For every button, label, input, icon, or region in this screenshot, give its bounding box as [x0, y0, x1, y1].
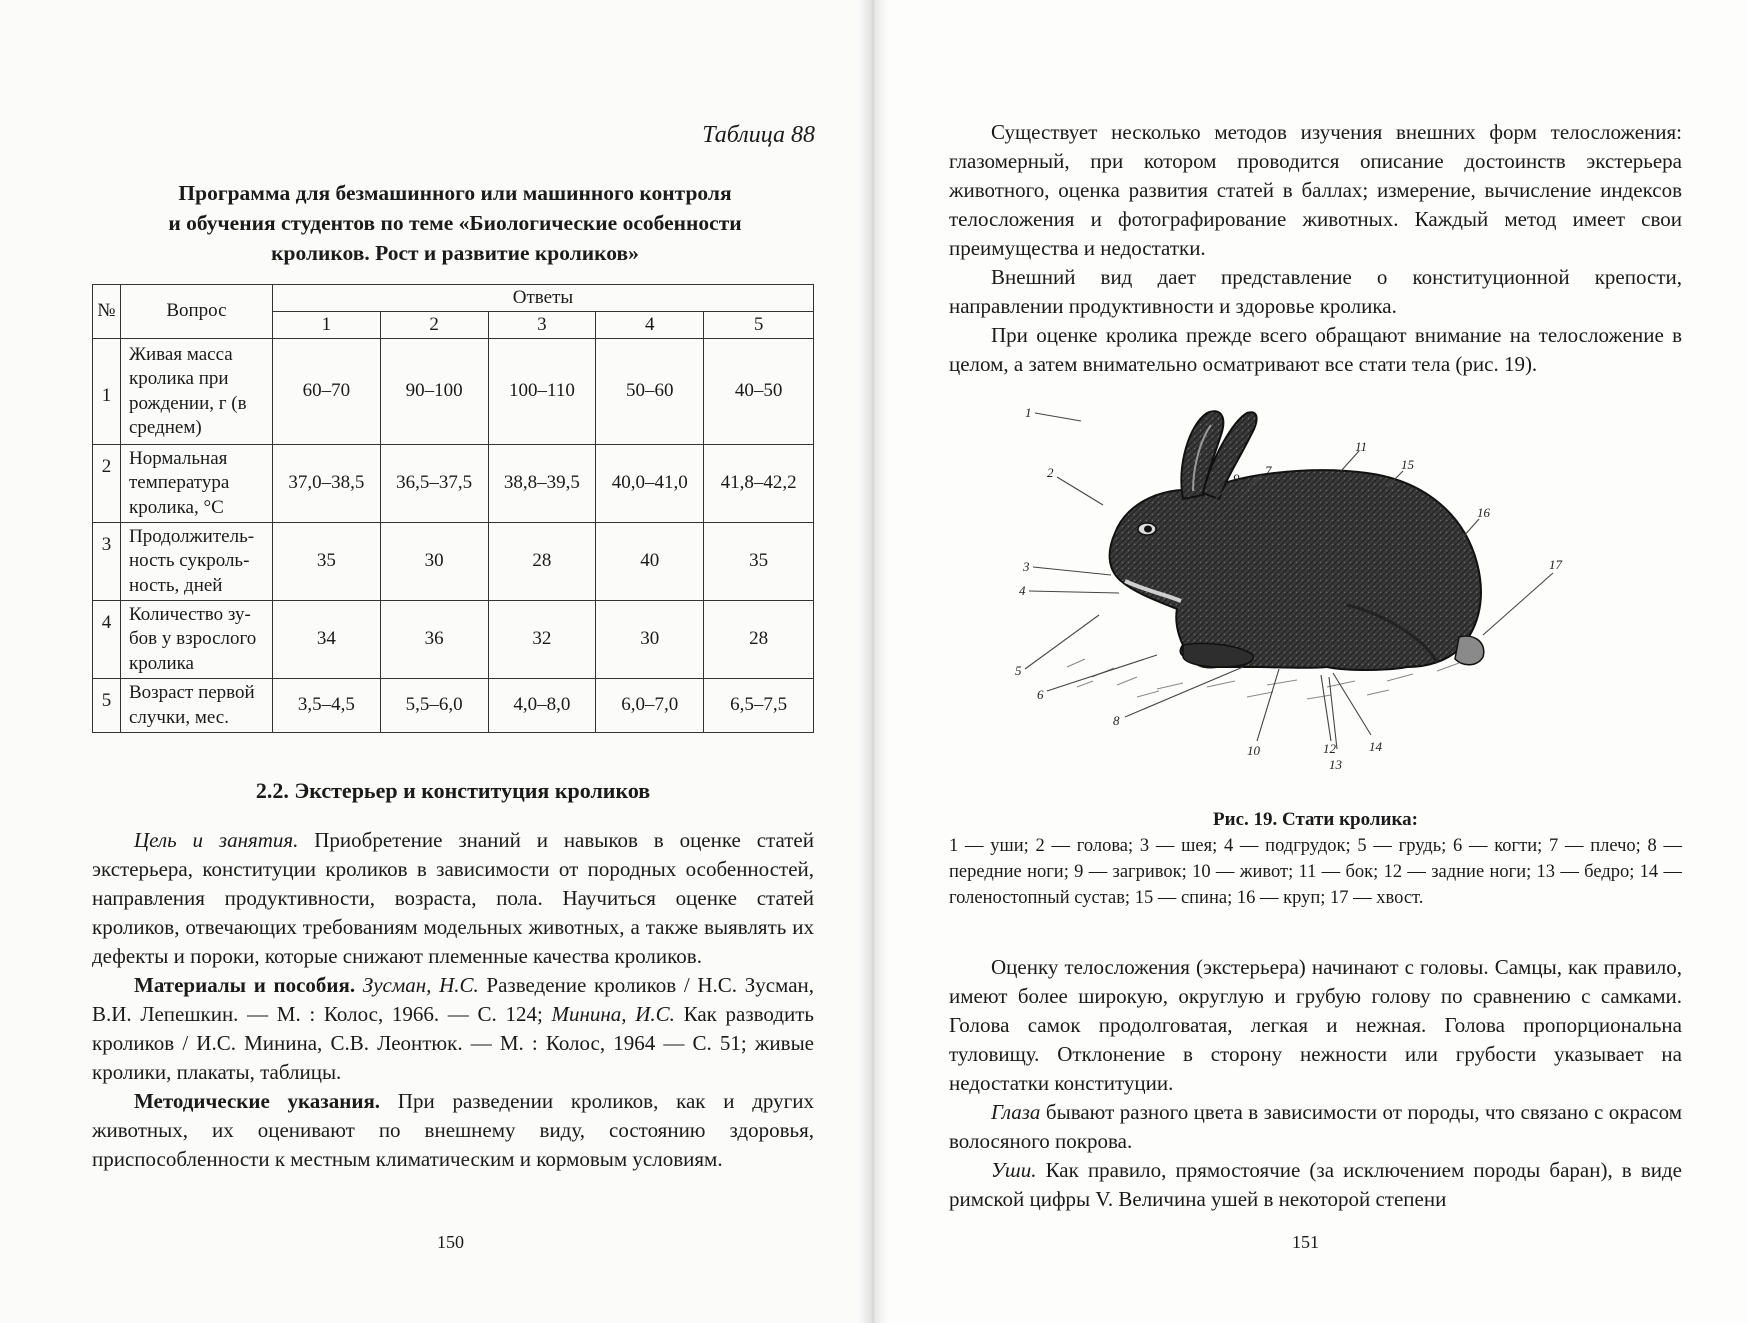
- figure-label: 2: [1047, 465, 1054, 480]
- answer-cell: 36,5–37,5: [380, 445, 488, 523]
- answer-cell: 4,0–8,0: [488, 679, 596, 733]
- col-answers-header: Ответы: [272, 285, 813, 312]
- answer-cell: 35: [704, 523, 814, 601]
- figure-label: 14: [1369, 739, 1382, 754]
- answer-cell: 60–70: [272, 339, 380, 445]
- paragraph-eyes: [949, 1098, 1682, 1156]
- paragraph-lead: Материалы и пособия.: [134, 973, 356, 997]
- page-number: 150: [437, 1232, 464, 1252]
- answer-cell: 50–60: [596, 339, 704, 445]
- row-number: 3: [93, 523, 121, 601]
- table-row: [93, 339, 814, 445]
- page-number: 151: [1292, 1232, 1319, 1252]
- paragraph-goal: [92, 826, 814, 971]
- answer-cell: 3,5–4,5: [272, 679, 380, 733]
- row-number: 4: [93, 601, 121, 679]
- rabbit-figure: [1007, 405, 1567, 805]
- answer-cell: 5,5–6,0: [380, 679, 488, 733]
- answer-number-header: 5: [704, 312, 814, 339]
- table-row: [93, 679, 814, 733]
- answer-cell: 28: [488, 523, 596, 601]
- figure-label: 10: [1247, 743, 1260, 758]
- figure-label: 16: [1477, 505, 1490, 520]
- paragraph-instructions: [92, 1087, 814, 1174]
- col-question-header: Вопрос: [120, 285, 272, 339]
- answer-cell: 90–100: [380, 339, 488, 445]
- paragraph-text: бывают разного цвета в зависимости от породы, что связано с окрасом волосяного покрова.: [949, 1100, 1682, 1153]
- paragraph-ears: [949, 1156, 1682, 1214]
- paragraph-lead: Глаза: [991, 1100, 1041, 1124]
- table-row: [93, 601, 814, 679]
- figure-label: 6: [1037, 687, 1044, 702]
- figure-label: 12: [1323, 741, 1336, 756]
- paragraph-lead: Методические указания.: [134, 1089, 381, 1113]
- paragraph-text: Приобретение знаний и навыков в оценке статей экстерьера, конституции кроликов в зависимости от породных особенностей, направления продуктивности, возраста, пола. Научиться оценке статей кроликов, отвечающих требованиям модельных животных, а также выявлять их дефекты и пороки, которые снижают племенные качества кроликов.: [92, 828, 814, 968]
- row-question: Количество зу-бов у взрослого кролика: [120, 601, 272, 679]
- figure-label: 4: [1019, 583, 1026, 598]
- paragraph: Внешний вид дает представление о конституционной крепости, направлении продуктивности и здоровье кролика.: [949, 265, 1682, 318]
- right-body-text-2: [949, 953, 1682, 1214]
- col-number-header: №: [93, 285, 121, 339]
- answer-cell: 37,0–38,5: [272, 445, 380, 523]
- left-body-text: [92, 826, 814, 1174]
- right-page: [873, 0, 1747, 1323]
- caption-title: Рис. 19. Стати кролика:: [1213, 809, 1418, 830]
- answer-cell: 6,0–7,0: [596, 679, 704, 733]
- table-row: [93, 445, 814, 523]
- answer-number-header: 1: [272, 312, 380, 339]
- answer-cell: 100–110: [488, 339, 596, 445]
- paragraph-lead: Уши.: [991, 1158, 1037, 1182]
- paragraph-text: При разведении кроликов, как и других животных, их оценивают по внешнему виду, состоянию здоровья, приспособленности к местным климатическим и кормовым условиям.: [92, 1089, 814, 1171]
- answer-cell: 34: [272, 601, 380, 679]
- quiz-table: [92, 284, 814, 733]
- row-number: 5: [93, 679, 121, 733]
- paragraph-text: Как разводить кроликов / И.С. Минина, С.В. Леонтюк. — М. : Колос, 1964 — С. 51; живые кролики, плакаты, таблицы.: [92, 1002, 814, 1084]
- answer-cell: 36: [380, 601, 488, 679]
- answer-cell: 32: [488, 601, 596, 679]
- table-number: Таблица 88: [702, 122, 815, 148]
- figure-caption: [949, 807, 1682, 911]
- answer-cell: 38,8–39,5: [488, 445, 596, 523]
- author-name: Минина, И.С.: [551, 1002, 675, 1026]
- row-number: 1: [93, 339, 121, 445]
- answer-cell: 28: [704, 601, 814, 679]
- figure-label: 1: [1025, 405, 1032, 420]
- right-body-text: [949, 118, 1682, 379]
- answer-cell: 40: [596, 523, 704, 601]
- paragraph-materials: [92, 971, 814, 1087]
- author-name: Зусман, Н.С.: [362, 973, 479, 997]
- row-question: Продолжитель-ность сукроль-ность, дней: [120, 523, 272, 601]
- caption-legend: 1 — уши; 2 — голова; 3 — шея; 4 — подгрудок; 5 — грудь; 6 — когти; 7 — плечо; 8 — передние ноги; 9 — загривок; 10 — живот; 11 — бок; 12 — задние ноги; 13 — бедро; 14 — голеностопный сустав; 15 — спина; 16 — круп; 17 — хвост.: [949, 836, 1682, 908]
- answer-cell: 40–50: [704, 339, 814, 445]
- figure-label: 13: [1329, 757, 1342, 772]
- figure-label: 3: [1023, 559, 1030, 574]
- row-number: 2: [93, 445, 121, 523]
- rabbit-body: [1110, 470, 1481, 670]
- figure-label: 15: [1401, 457, 1414, 472]
- figure-label: 7: [1265, 463, 1272, 478]
- answer-cell: 41,8–42,2: [704, 445, 814, 523]
- row-question: Живая масса кролика при рождении, г (в среднем): [120, 339, 272, 445]
- answer-cell: 35: [272, 523, 380, 601]
- table-title: Программа для безмашинного или машинного контроля и обучения студентов по теме «Биологические особенности кроликов. Рост и развитие кроликов»: [168, 181, 742, 265]
- figure-label: 9: [1233, 471, 1240, 486]
- figure-label: 11: [1355, 439, 1368, 454]
- answer-number-header: 3: [488, 312, 596, 339]
- row-question: Возраст первой случки, мес.: [120, 679, 272, 733]
- paragraph: Оценку телосложения (экстерьера) начинают с головы. Самцы, как правило, имеют более широкую, округлую и грубую голову по сравнению с самками. Голова самок продолговатая, легкая и нежная. Голова пропорциональна туловищу. Отклонение в сторону нежности или грубости указывает на недостатки конституции.: [949, 955, 1682, 1095]
- answer-cell: 40,0–41,0: [596, 445, 704, 523]
- figure-label: 8: [1113, 713, 1120, 728]
- left-page: [0, 0, 873, 1323]
- answer-cell: 30: [380, 523, 488, 601]
- paragraph-text: Разведение кроликов / Н.С. Зусман, В.И. Лепешкин. — М. : Колос, 1966. — С. 124;: [92, 973, 815, 1026]
- paragraph: При оценке кролика прежде всего обращают внимание на телосложение в целом, а затем внимательно осматривают все стати тела (рис. 19).: [949, 323, 1682, 376]
- answer-cell: 30: [596, 601, 704, 679]
- paragraph-text: Как правило, прямостоячие (за исключением породы баран), в виде римской цифры V. Величина ушей в некоторой степени: [949, 1158, 1682, 1211]
- section-title: 2.2. Экстерьер и конституция кроликов: [255, 778, 651, 803]
- answer-cell: 6,5–7,5: [704, 679, 814, 733]
- answer-number-header: 4: [596, 312, 704, 339]
- answer-number-header: 2: [380, 312, 488, 339]
- table-row: [93, 523, 814, 601]
- figure-label: 5: [1015, 663, 1022, 678]
- row-question: Нормальная температура кролика, °С: [120, 445, 272, 523]
- figure-label: 17: [1549, 557, 1562, 572]
- book-gutter: [858, 0, 888, 1323]
- paragraph-lead: Цель и занятия.: [134, 828, 299, 852]
- paragraph: Существует несколько методов изучения внешних форм телосложения: глазомерный, при котором проводится описание достоинств экстерьера животного, оценка развития статей в баллах; измерение, вычисление индексов телосложения и фотографирование животных. Каждый метод имеет свои преимущества и недостатки.: [949, 120, 1682, 260]
- rabbit-tail: [1455, 636, 1484, 665]
